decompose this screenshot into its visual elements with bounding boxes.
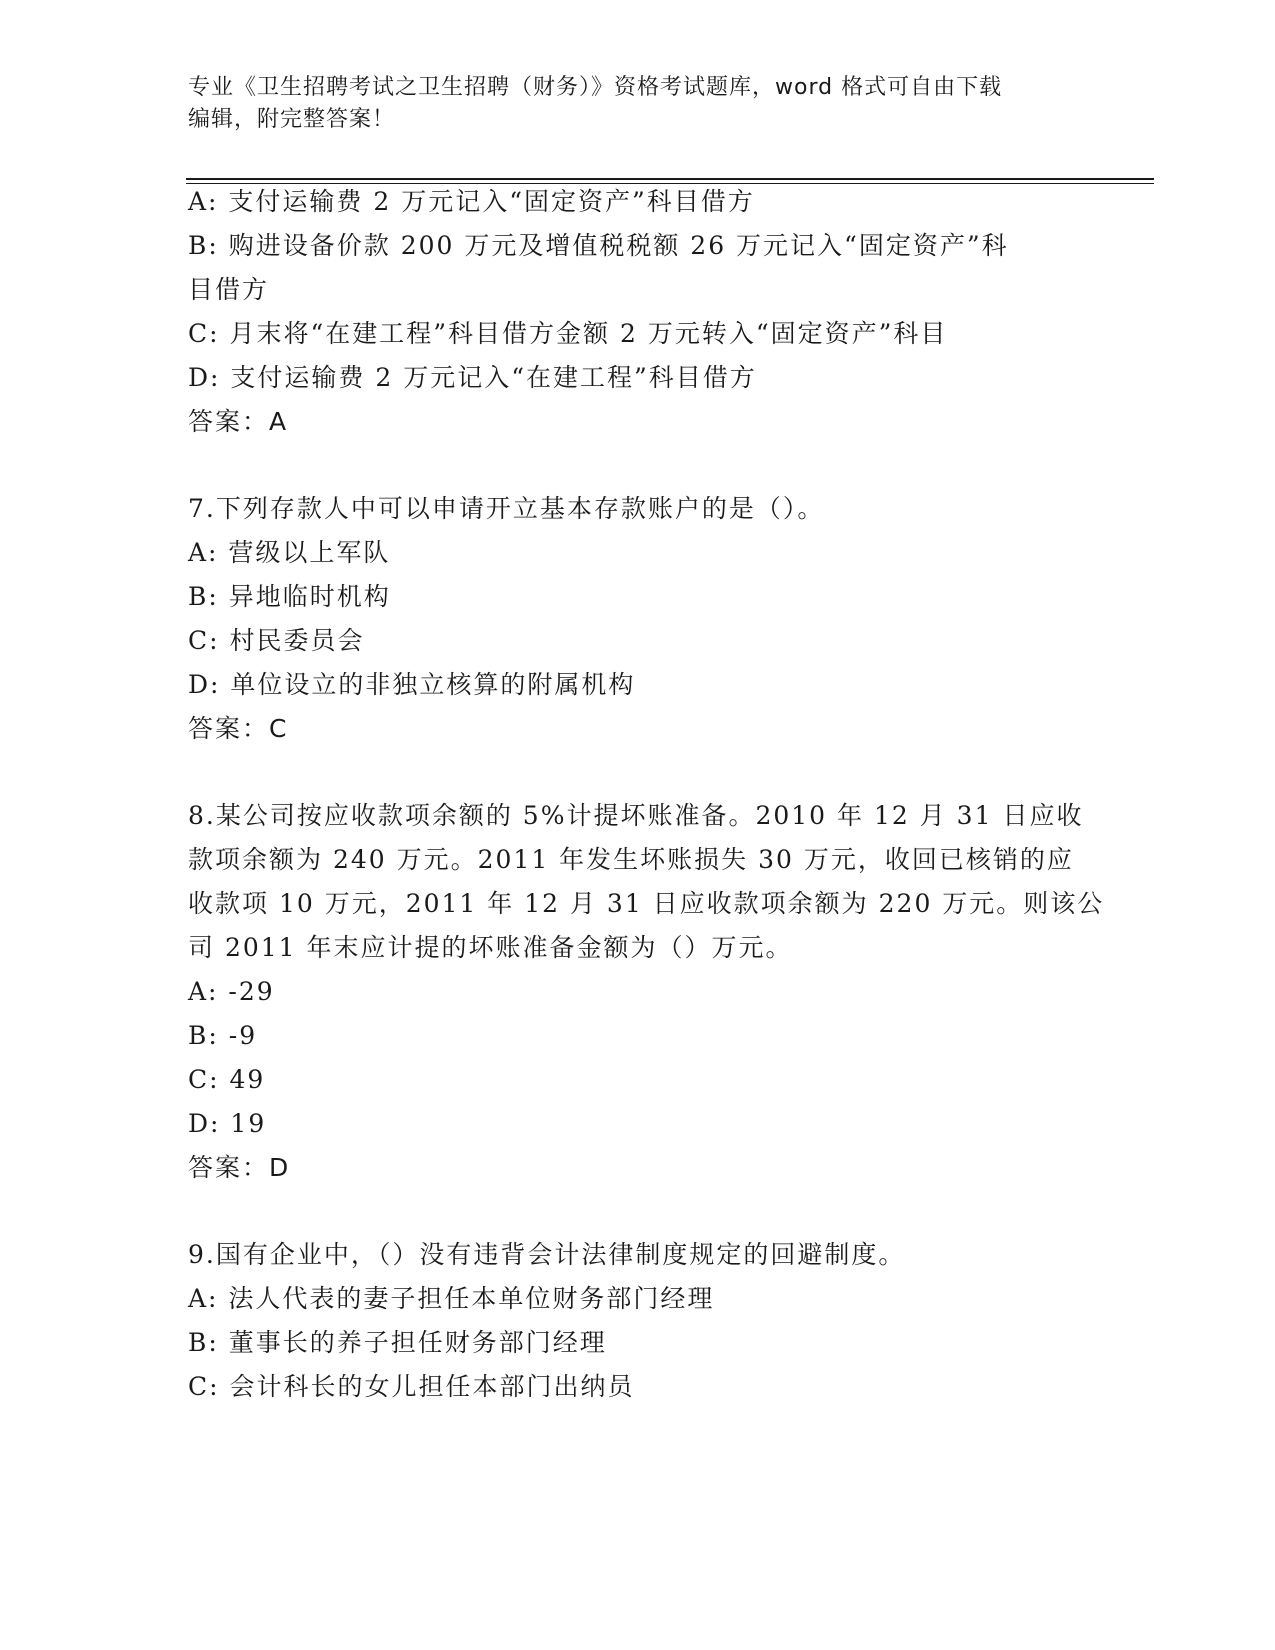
q7-answer: 答案：C	[188, 714, 289, 743]
q6-option-b-line-2: 目借方	[188, 275, 270, 304]
q7-option-a: A: 营级以上军队	[188, 538, 391, 567]
q8-option-a: A: -29	[188, 977, 275, 1006]
header-line-1: 专业《卫生招聘考试之卫生招聘（财务）》资格考试题库，word 格式可自由下载	[188, 75, 1003, 100]
q7-option-d: D: 单位设立的非独立核算的附属机构	[188, 670, 636, 699]
header-divider-thick	[186, 178, 1154, 180]
q7-option-b: B: 异地临时机构	[188, 582, 391, 611]
q6-option-d: D: 支付运输费 2 万元记入“在建工程”科目借方	[188, 363, 757, 392]
q8-stem-line-1: 8.某公司按应收款项余额的 5%计提坏账准备。2010 年 12 月 31 日应收	[188, 801, 1084, 830]
q9-option-a: A: 法人代表的妻子担任本单位财务部门经理	[188, 1284, 715, 1313]
q8-stem-line-2: 款项余额为 240 万元。2011 年发生坏账损失 30 万元，收回已核销的应	[188, 845, 1074, 874]
q7-option-c: C: 村民委员会	[188, 626, 365, 655]
q8-option-d: D: 19	[188, 1109, 267, 1138]
q9-option-b: B: 董事长的养子担任财务部门经理	[188, 1328, 607, 1357]
q9-option-c: C: 会计科长的女儿担任本部门出纳员	[188, 1372, 635, 1401]
q8-stem-line-3: 收款项 10 万元，2011 年 12 月 31 日应收款项余额为 220 万元。则该公	[188, 889, 1105, 918]
q6-option-b-line-1: B: 购进设备价款 200 万元及增值税税额 26 万元记入“固定资产”科	[188, 231, 1009, 260]
q8-answer: 答案：D	[188, 1153, 291, 1182]
q7-stem: 7.下列存款人中可以申请开立基本存款账户的是（）。	[188, 494, 825, 523]
header-divider-thin	[186, 183, 1154, 184]
q6-option-a: A: 支付运输费 2 万元记入“固定资产”科目借方	[188, 187, 755, 216]
header-line-2: 编辑，附完整答案！	[188, 107, 396, 132]
document-header	[188, 72, 1088, 136]
q9-stem: 9.国有企业中，（）没有违背会计法律制度规定的回避制度。	[188, 1240, 906, 1269]
q8-option-c: C: 49	[188, 1065, 266, 1094]
q8-option-b: B: -9	[188, 1021, 258, 1050]
q6-answer: 答案：A	[188, 407, 289, 436]
q6-option-c: C: 月末将“在建工程”科目借方金额 2 万元转入“固定资产”科目	[188, 319, 948, 348]
q8-stem-line-4: 司 2011 年末应计提的坏账准备金额为（）万元。	[188, 933, 793, 962]
